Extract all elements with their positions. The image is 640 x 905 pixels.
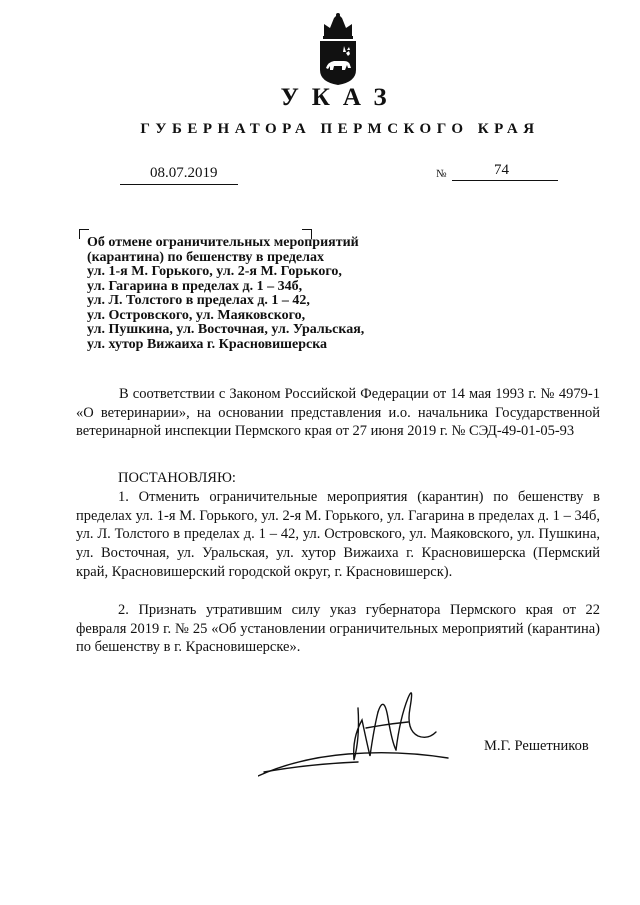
number-field [452, 160, 558, 181]
coat-of-arms-icon [314, 12, 362, 86]
subject-line: Об отмене ограничительных мероприятий [87, 235, 359, 250]
subject-line: ул. Гагарина в пределах д. 1 – 34б, [87, 278, 303, 294]
decree-word: ПОСТАНОВЛЯЮ: [118, 470, 236, 486]
subject-line: ул. Островского, ул. Маяковского, [87, 307, 306, 323]
handwritten-signature-icon [258, 678, 458, 782]
subject-line: ул. 1-я М. Горького, ул. 2-я М. Горького, [87, 264, 342, 279]
subject-line: (карантина) по бешенству в пределах [87, 249, 325, 265]
subject-line: ул. Пушкина, ул. Восточная, ул. Уральская, [87, 322, 365, 337]
document-subtitle: ГУБЕРНАТОРА ПЕРМСКОГО КРАЯ [140, 121, 540, 137]
subject-line: ул. хутор Вижаиха г. Красновишерска [87, 336, 328, 352]
decree-item-2: 2. Признать утратившим силу указ губернатора Пермского края от 22 февраля 2019 г. № 25 «Об установлении ограничительных мероприятий (карантина) по бешенству в г. Красновишерске». [76, 602, 600, 656]
document-number: 74 [494, 162, 509, 178]
number-sign: № [436, 168, 447, 180]
document-title: УКАЗ [280, 84, 400, 111]
subject-line: ул. Л. Толстого в пределах д. 1 – 42, [87, 293, 310, 308]
document-date: 08.07.2019 [150, 165, 218, 181]
intro-paragraph: В соответствии с Законом Российской Федерации от 14 мая 1993 г. № 4979-1 «О ветеринарии», на основании представления и.о. начальника Государственной ветеринарной инспекции Пермского края от 27 июня 2019 г. № СЭД-49-01-05-93 [76, 386, 600, 440]
decree-item-1: 1. Отменить ограничительные мероприятия (карантин) по бешенству в пределах ул. 1-я М. Горького, ул. 2-я М. Горького, ул. Гагарина в пределах д. 1 – 34б, ул. Л. Толстого в пределах д. 1 – 42, ул. Островского, ул. Маяковского, ул. Пушкина, ул. Восточная, ул. Уральская, ул. хутор Вижаиха г. Красновишерска (Пермский край, Красновишерский городской округ, г. Красновишерск). [76, 489, 600, 580]
signer-name: М.Г. Решетников [484, 738, 589, 754]
subject-heading [87, 236, 407, 352]
date-field [120, 160, 238, 185]
